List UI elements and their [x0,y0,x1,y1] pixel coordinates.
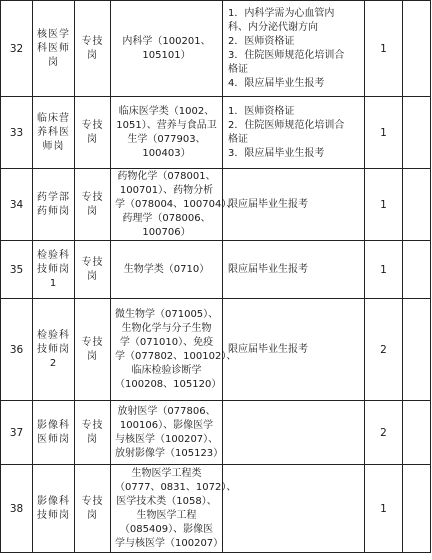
major-requirement-cell-line: 放射医学（077806、 [117,405,216,417]
major-requirement-cell-line: 医学技术类（1058）、 [116,495,217,507]
remarks-cell [403,97,431,169]
major-requirement-cell-line: 生物医学工程类 [131,467,202,479]
position-name-cell-line: 影像科 [37,495,70,507]
major-requirement-cell-line: 生物化学与分子生物 [121,322,212,334]
table-row [1,1,431,97]
position-type-cell-line: 岗 [87,133,98,145]
position-name-cell-line: 影像科 [37,419,70,431]
table-row [1,241,431,299]
position-name-cell [33,97,75,169]
major-requirement-cell-line: 药理学（078006、 [122,212,211,224]
other-requirements-cell [223,169,365,241]
major-requirement-cell-line: 100106）、影像医学 [119,419,214,431]
position-type-cell-line: 岗 [87,205,98,217]
position-name-cell-line: 岗 [48,56,59,68]
major-requirement-cell [111,299,237,401]
position-type-cell [75,241,111,299]
row-number-cell: 33 [1,97,33,169]
other-requirements-cell [223,1,365,97]
headcount-cell: 1 [365,97,403,169]
other-requirements-cell-line: 1．内科学需为心血管内 [228,7,335,19]
headcount-cell: 2 [365,299,403,401]
position-type-cell-line: 岗 [87,49,98,61]
position-name-cell-line: 养科医 [37,126,70,138]
major-requirement-cell-line: （085409）、影像医 [119,523,214,535]
row-number-cell: 32 [1,1,33,97]
other-requirements-cell-line: 格证 [228,63,248,75]
headcount-cell: 1 [365,465,403,553]
position-name-cell [33,1,75,97]
major-requirement-cell-line: 临床医学类（1002、 [118,105,215,117]
position-name-cell [33,401,75,465]
position-type-cell-line: 专技 [81,336,104,348]
row-number-cell: 35 [1,241,33,299]
position-name-cell-line: 核医学 [37,28,70,40]
remarks-cell [403,401,431,465]
position-type-cell-line: 专技 [81,35,104,47]
major-requirement-cell-line: （100208、105120） [115,378,222,390]
major-requirement-cell-line: 100701）、药物分析 [119,184,214,196]
position-name-cell-line: 检验科 [37,329,70,341]
other-requirements-cell-line: 1．医师资格证 [228,105,295,117]
major-requirement-cell-line: 105101） [142,49,191,61]
major-requirement-cell-line: 100706） [142,226,191,238]
headcount-cell: 1 [365,169,403,241]
major-requirement-cell-line: 与核医学（100207）、 [115,433,219,445]
major-requirement-cell [111,97,223,169]
position-name-cell [33,465,75,553]
position-type-cell-line: 岗 [87,509,98,521]
other-requirements-cell-line: 4．限应届毕业生报考 [228,77,325,89]
row-number-cell: 36 [1,299,33,401]
position-type-cell-line: 专技 [81,256,104,268]
position-name-cell-line: 医师岗 [37,433,70,445]
table-row [1,299,431,401]
other-requirements-cell [223,97,365,169]
other-requirements-cell [223,465,365,553]
major-requirement-cell [111,169,237,241]
major-requirement-cell-line: 内科学（100201、 [122,35,211,47]
row-number-cell: 37 [1,401,33,465]
major-requirement-cell-line: 生学（077903、 [127,133,206,145]
other-requirements-cell [223,401,365,465]
other-requirements-cell [223,241,365,299]
other-requirements-cell-line: 限应届毕业生报考 [228,343,308,355]
position-type-cell [75,97,111,169]
major-requirement-cell-line: 学（071010）、免疫 [119,336,214,348]
remarks-cell [403,241,431,299]
major-requirement-cell [111,1,223,97]
major-requirement-cell-line: 微生物学（071005）、 [115,308,219,320]
remarks-cell [403,1,431,97]
position-name-cell [33,169,75,241]
position-name-cell-line: 药学部 [37,191,70,203]
other-requirements-cell-line: 科、内分泌代谢方向 [228,21,318,33]
position-type-cell [75,465,111,553]
position-type-cell [75,401,111,465]
position-type-cell-line: 专技 [81,119,104,131]
position-type-cell-line: 岗 [87,433,98,445]
position-name-cell-line: 检验科 [37,249,70,261]
position-name-cell-line: 技师岗 [37,263,70,275]
major-requirement-cell-line: 100403） [142,147,191,159]
major-requirement-cell-line: 生物学类（0710） [123,263,210,275]
other-requirements-cell-line: 3．住院医师规范化培训合 [228,49,345,61]
headcount-cell: 2 [365,401,403,465]
position-type-cell [75,299,111,401]
other-requirements-cell-line: 2．医师资格证 [228,35,295,47]
other-requirements-cell-line: 3．限应届毕业生报考 [228,147,325,159]
major-requirement-cell-line: 1051）、营养与食品卫 [116,119,217,131]
other-requirements-cell [223,299,365,401]
major-requirement-cell-line: 学与核医学（100207） [115,537,224,549]
position-name-cell [33,241,75,299]
row-number-cell: 34 [1,169,33,241]
position-name-cell-line: 技师岗 [37,509,70,521]
major-requirement-cell [111,465,237,553]
major-requirement-cell-line: 学（077802、100102）、 [115,350,237,362]
position-name-cell-line: 2 [49,357,58,369]
major-requirement-cell [111,401,223,465]
position-name-cell-line: 师岗 [42,140,65,152]
position-type-cell-line: 专技 [81,495,104,507]
table-row [1,465,431,553]
position-type-cell [75,1,111,97]
major-requirement-cell [111,241,223,299]
major-requirement-cell-line: 学（078004、100704）、 [115,198,237,210]
position-name-cell-line: 技师岗 [37,343,70,355]
major-requirement-cell-line: 生物医学工程 [136,509,197,521]
position-type-cell-line: 岗 [87,270,98,282]
major-requirement-cell-line: （0777、0831、1072）、 [115,481,237,493]
major-requirement-cell-line: 放射影像学（105123） [115,447,224,459]
position-name-cell-line: 药师岗 [37,205,70,217]
table-row [1,401,431,465]
table-body [1,1,431,553]
other-requirements-cell-line: 格证 [228,133,248,145]
remarks-cell [403,299,431,401]
major-requirement-cell-line: 临床检验诊断学 [131,364,202,376]
table-row [1,97,431,169]
position-name-cell [33,299,75,401]
position-name-cell-line: 科医师 [37,42,70,54]
position-type-cell-line: 专技 [81,191,104,203]
headcount-cell: 1 [365,241,403,299]
position-name-cell-line: 临床营 [37,112,70,124]
position-type-cell-line: 专技 [81,419,104,431]
other-requirements-cell-line: 限应届毕业生报考 [228,263,308,275]
position-type-cell-line: 岗 [87,350,98,362]
remarks-cell [403,465,431,553]
row-number-cell: 38 [1,465,33,553]
position-name-cell-line: 1 [49,277,58,289]
table-row [1,169,431,241]
other-requirements-cell-line: 2．住院医师规范化培训合 [228,119,345,131]
other-requirements-cell-line: 限应届毕业生报考 [228,198,308,210]
remarks-cell [403,169,431,241]
headcount-cell: 1 [365,1,403,97]
major-requirement-cell-line: 药物化学（078001、 [117,170,216,182]
position-type-cell [75,169,111,241]
